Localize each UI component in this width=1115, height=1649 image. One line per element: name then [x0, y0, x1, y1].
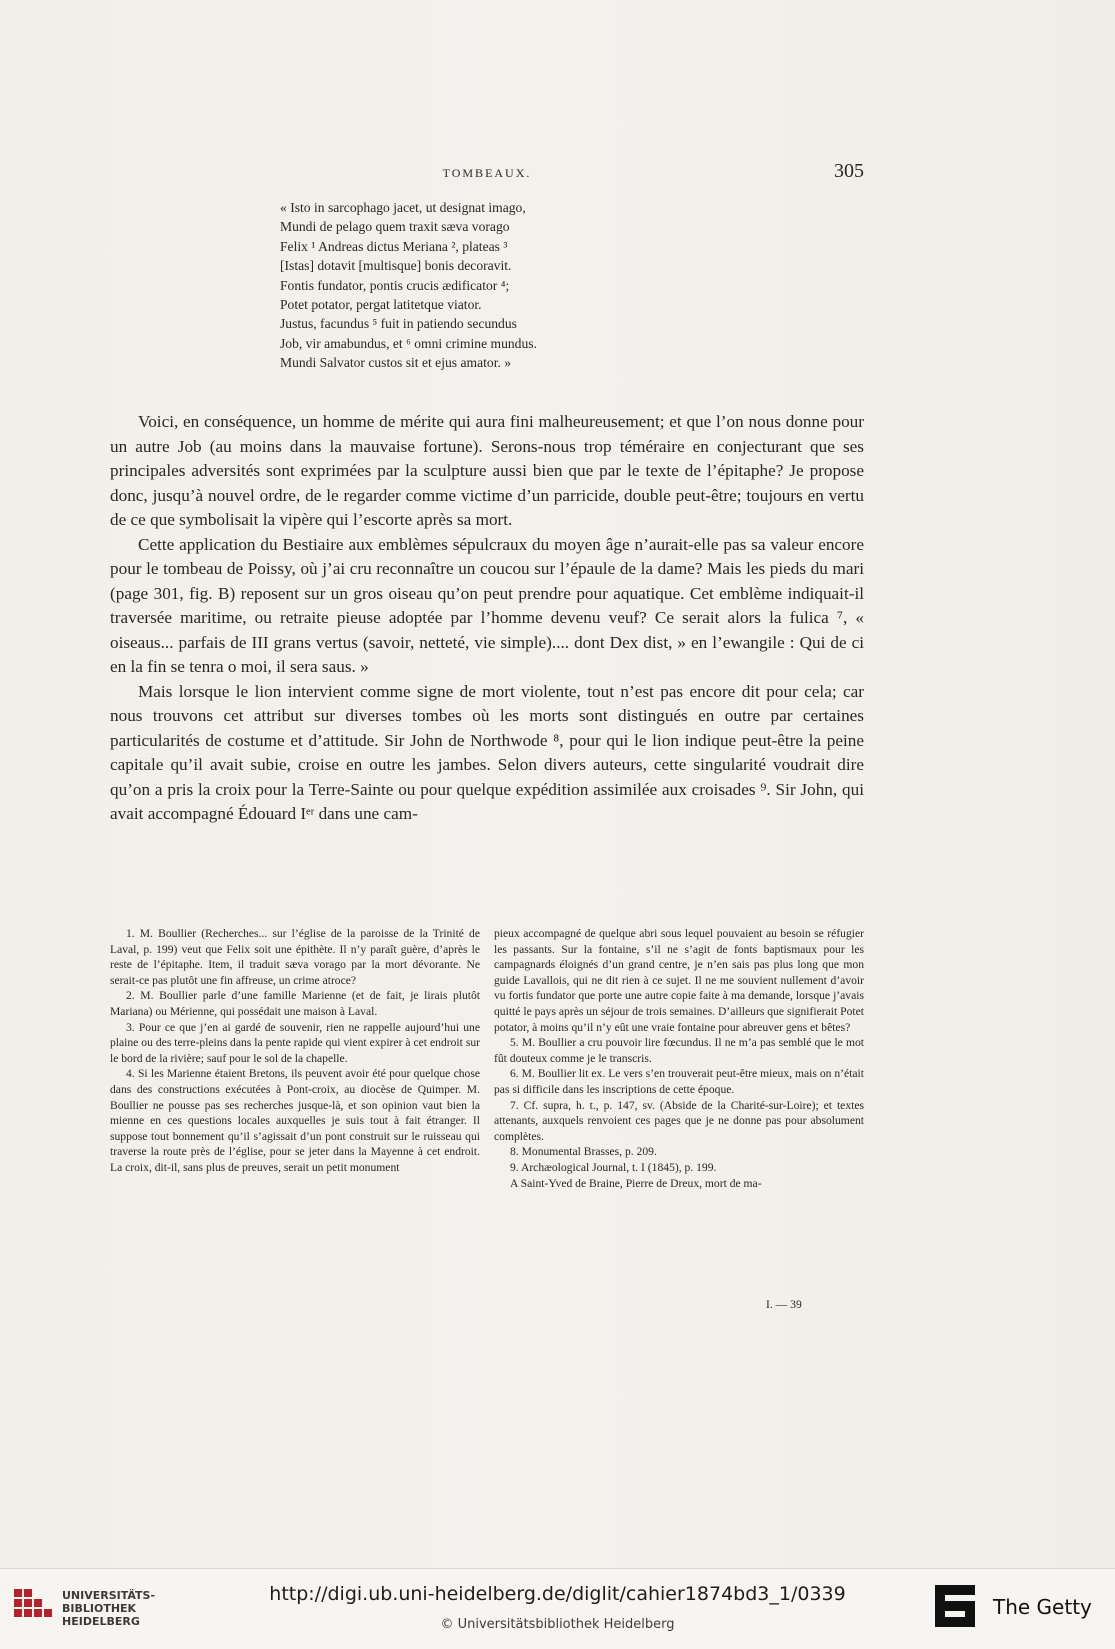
- footnote: 7. Cf. supra, h. t., p. 147, sv. (Abside de la Charité-sur-Loire); et textes attenants, auxquels renvoient ces pages que je ne donne pas pour absolument complètes.: [494, 1098, 864, 1143]
- footnote: 8. Monumental Brasses, p. 209.: [510, 1145, 657, 1159]
- poem-line: [Istas] dotavit [multisque] bonis decoravit.: [280, 258, 512, 274]
- body-paragraph: Mais lorsque le lion intervient comme signe de mort violente, tout n’est pas encore dit pour cela; car nous trouvons cet attribut sur diverses tombes où les morts sont distingués en outre par certaines particularités de costume et d’attitude. Sir John de Northwode ⁸, pour qui le lion indique peut-être la peine capitale qu’il avait subie, croise en outre les jambes. Selon divers auteurs, cette singularité voudrait dire qu’on a pris la croix pour la Terre-Sainte ou pour quelque expédition assimilée aux croisades ⁹. Sir John, qui avait accompagné Édouard Iᵉʳ dans une cam-: [110, 681, 864, 823]
- logo-line: HEIDELBERG: [62, 1615, 140, 1628]
- running-head: TOMBEAUX.: [442, 166, 532, 180]
- poem-line: Fontis fundator, pontis crucis ædificator ⁴;: [280, 277, 510, 293]
- poem-line: Job, vir amabundus, et ⁶ omni crimine mundus.: [280, 335, 537, 351]
- getty-wordmark: The Getty: [993, 1595, 1092, 1619]
- footnote: 1. M. Boullier (Recherches... sur l’église de la paroisse de la Trinité de Laval, p. 199) veut que Felix soit une épithète. Il n’y paraît guère, d’après le reste de l’épitaphe. Item, il traduit sæva vorago par la mort dévorante. Ne serait-ce pas plutôt une fin affreuse, un crime atroce?: [110, 927, 480, 987]
- footnote: 3. Pour ce que j’en ai gardé de souvenir, rien ne rappelle aujourd’hui une plaine ou des terre-pleins dans la pente rapide qui vient expirer à cet endroit sur le bord de la rivière; sauf pour le sol de la chapelle.: [110, 1020, 480, 1065]
- poem-line: Felix ¹ Andreas dictus Meriana ², plateas ³: [280, 238, 508, 254]
- poem-line: Mundi de pelago quem traxit sæva vorago: [280, 219, 510, 235]
- footnote: 4. Si les Marienne étaient Bretons, ils peuvent avoir été pour quelque chose dans des constructions exécutées à Pont-croix, au diocèse de Quimper. M. Boullier ne pousse pas ses recherches jusque-là, et son opinion vaut bien la mienne en ces questions locales auxquelles je suis tout à fait étranger. Il suppose tout bonnement qu’il s’agissait d’un pont construit sur le ruisseau qui traverse la route près de l’église, pour se jeter dans la Mayenne à cet endroit. La croix, dit-il, sans plus de preuves, serait un petit monument: [110, 1067, 480, 1174]
- footnotes-left-column: [110, 926, 480, 1191]
- footnote: A Saint-Yved de Braine, Pierre de Dreux, mort de ma-: [510, 1176, 762, 1190]
- logo-line: UNIVERSITÄTS-: [62, 1589, 156, 1602]
- getty-icon: [933, 1583, 977, 1629]
- page-header: [110, 158, 864, 184]
- logo-line: BIBLIOTHEK: [62, 1602, 137, 1615]
- body-paragraph: Voici, en conséquence, un homme de mérite qui aura fini malheureusement; et que l’on nous donne pour un autre Job (au moins dans la mauvaise fortune). Serons-nous trop téméraire en conjecturant que ses principales adversités sont exprimées par la sculpture aussi bien que par le texte de l’épitaphe? Je propose donc, jusqu’à nouvel ordre, de le regarder comme victime d’un parricide, double peut-être; toujours en vertu de ce que symbolisait la vipère qui l’escorte après sa mort.: [110, 412, 864, 529]
- body-paragraph: Cette application du Bestiaire aux emblèmes sépulcraux du moyen âge n’aurait-elle pas sa valeur encore pour le tombeau de Poissy, où j’ai cru reconnaître un coucou sur l’épaule de la dame? Mais les pieds du mari (page 301, fig. B) reposent sur un gros oiseau qu’on peut prendre pour aquatique. Cet emblème indiquait-il traversée maritime, ou retraite pieuse adoptée par l’homme devenu veuf? Ce serait alors la fulica ⁷, « oiseaus... parfais de III grans vertus (savoir, netteté, vie simple).... dont Dex dist, » en l’ewangile : Qui de ci en la fin se tenra o moi, il sera saus. »: [110, 534, 864, 676]
- body-text: [110, 410, 864, 827]
- poem-line: « Isto in sarcophago jacet, ut designat imago,: [280, 200, 526, 215]
- sheet-signature: I. — 39: [766, 1298, 802, 1311]
- footnote: pieux accompagné de quelque abri sous lequel pouvaient au besoin se réfugier les passants. Sur la fontaine, s’il ne s’agit de fonts baptismaux pour les campagnards éloignés d’un grand centre, je n’en sais pas plus long que mon guide Lavallois, qui ne dit rien à ce sujet. Il ne me souvient nullement d’avoir vu fortis fundator que porte une autre copie faite à ma demande, lorsque j’avais quitté le pays après un séjour de trois semaines. D’ailleurs que signifierait Potet potator, à moins qu’il n’y eût une vraie fontaine pour abreuver gens et bêtes?: [494, 927, 864, 1034]
- viewer-footer: [0, 1568, 1115, 1649]
- poem-line: Justus, facundus ⁵ fuit in patiendo secundus: [280, 316, 517, 332]
- footnotes: [110, 926, 864, 1191]
- footnote: 5. M. Boullier a cru pouvoir lire fœcundus. Il ne m’a pas semblé que le mot fût douteux comme je le transcris.: [494, 1036, 864, 1065]
- page-number: 305: [834, 160, 864, 182]
- footnote: 2. M. Boullier parle d’une famille Marienne (et de fait, je lirais plutôt Mariana) ou Mérienne, qui possédait une maison à Laval.: [110, 989, 480, 1018]
- footnotes-right-column: [494, 926, 864, 1191]
- getty-logo[interactable]: [933, 1581, 1103, 1633]
- poem-line: Mundi Salvator custos sit et ejus amator. »: [280, 355, 512, 371]
- epitaph-poem: [280, 198, 700, 373]
- poem-line: Potet potator, pergat latitetque viator.: [280, 297, 482, 313]
- permalink-url[interactable]: http://digi.ub.uni-heidelberg.de/diglit/cahier1874bd3_1/0339: [269, 1583, 846, 1605]
- footnote: 6. M. Boullier lit ex. Le vers s’en trouverait peut-être mieux, mais on n’était pas si difficile dans les inscriptions de cette époque.: [494, 1067, 864, 1096]
- copyright-notice: © Universitätsbibliothek Heidelberg: [440, 1617, 675, 1632]
- footnote: 9. Archæological Journal, t. I (1845), p. 199.: [510, 1160, 717, 1174]
